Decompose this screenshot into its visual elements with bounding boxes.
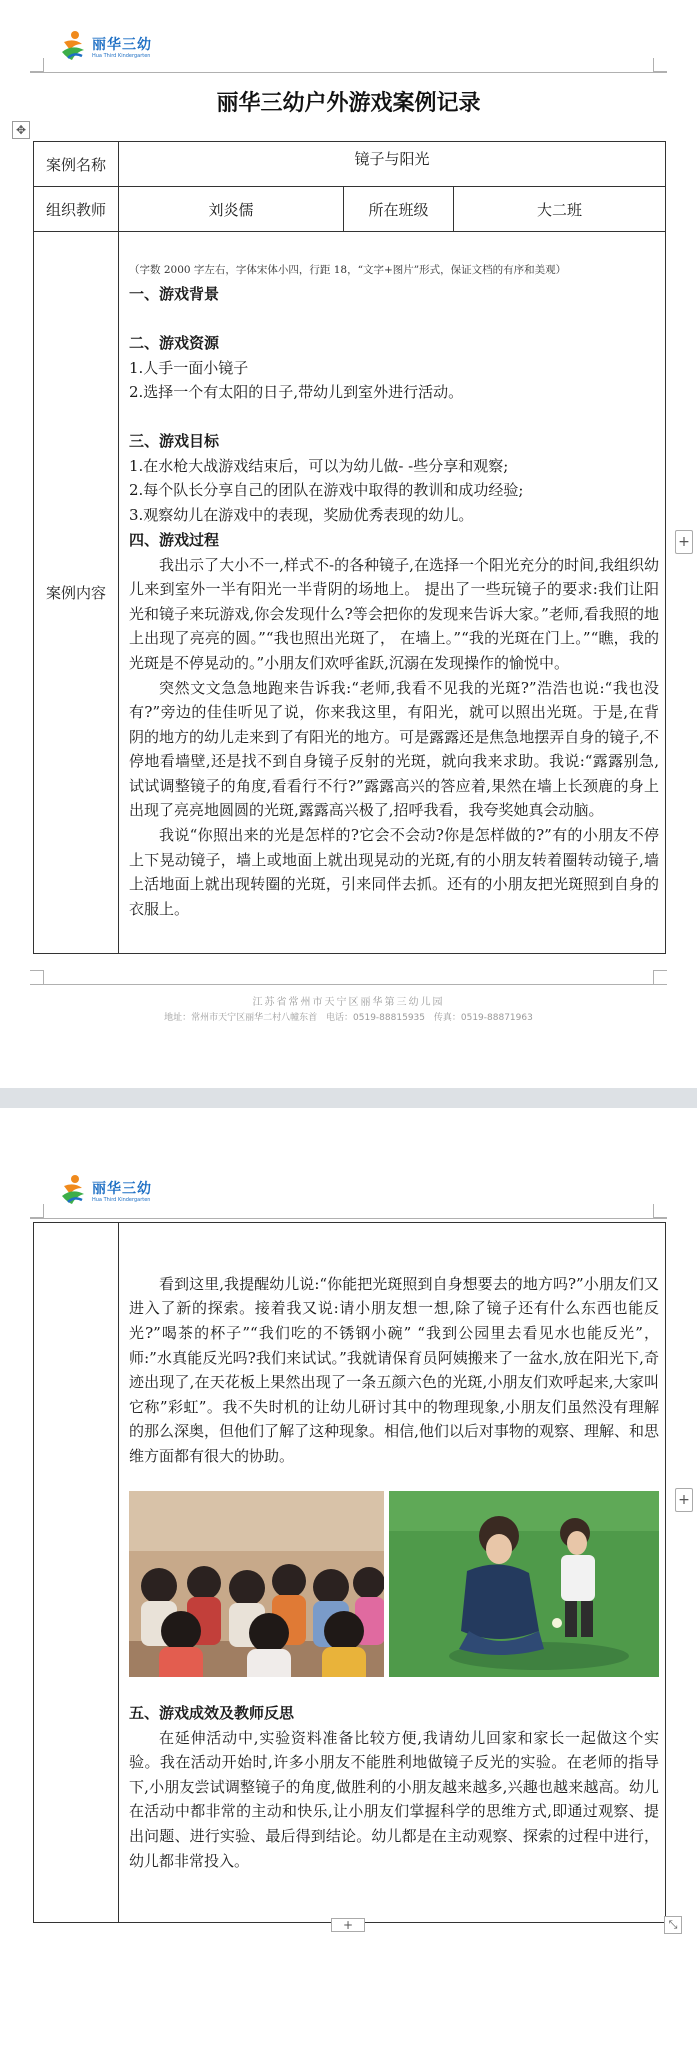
section-title-reflection: 五、游戏成效及教师反思 [129,1703,295,1722]
footer-phone: 电话：0519-88815935 [326,1013,425,1023]
case-name-value[interactable]: 镜子与阳光 [119,142,666,187]
table-row [34,232,666,954]
list-item: 2.选择一个有太阳的日子,带幼儿到室外进行活动。 [129,383,464,402]
case-content-cell-continued[interactable] [119,1223,666,1923]
photo-children-group[interactable] [129,1491,384,1677]
table-resize-handle-icon[interactable]: ⤡ [664,1916,682,1934]
margin-corner-mark [653,1204,667,1218]
footer-fax: 传真：0519-88871963 [433,1013,533,1023]
document-title: 丽华三幼户外游戏案例记录 [216,91,481,116]
margin-corner-mark [30,58,44,72]
content-label-empty [34,1223,119,1923]
section-title-resources: 二、游戏资源 [129,333,220,352]
margin-corner-mark [653,58,667,72]
footer-contact [0,1010,697,1023]
paragraph: 我出示了大小不一,样式不-的各种镜子,在选择一个阳光充分的时间,我组织幼儿来到室外一半有阳光一半背阴的场地上。 提出了一些玩镜子的要求:我们让阳光和镜子来玩游戏,你会发现什么?等会把你的发现来告诉大家。”老师,看我照的地上出现了亮亮的圆。”“我也照出光斑了， 在墙上。”“我的光斑在门上。”“瞧，我的光斑是不停晃动的。”小朋友们欢呼雀跃,沉溺在发现操作的愉悦中。 [129,555,660,672]
section-title-background: 一、游戏背景 [129,284,220,303]
logo-name-en: Hua Third Kindergarten [92,52,151,59]
class-value[interactable]: 大二班 [454,187,666,232]
add-row-button[interactable]: + [331,1918,365,1932]
table-row [34,187,666,232]
list-item: 1.人手一面小镜子 [129,358,249,377]
table-move-handle-icon[interactable]: ✥ [12,121,30,139]
header-line [30,1218,667,1219]
paragraph: 看到这里,我提醒幼儿说:“你能把光斑照到自身想要去的地方吗?”小朋友们又进入了新的探索。接着我又说:请小朋友想一想,除了镜子还有什么东西也能反光?”喝茶的杯子”“我们吃的不锈钢小碗” “我到公园里去看见水也能反光”，师:”水真能反光吗?我们来试试。”我就请保育员阿姨搬来了一盆水,放在阳光下,奇迹出现了,在天花板上果然出现了一条五颜六色的光斑,小朋友们欢呼起来,大家叫它称”彩虹”。我不失时机的让幼儿研讨其中的物理现象,小朋友们虽然没有理解的那么深奥，但他们了解了这种现象。相信,他们以后对事物的观察、理解、和思维方面都有很大的协助。 [129,1274,659,1465]
school-logo [58,1172,152,1212]
list-item: 1.在水枪大战游戏结束后，可以为幼儿做- -些分享和观察; [129,456,509,475]
format-note: （字数 2000 字左右，字体宋体小四，行距 18，“文字+图片”形式，保证文档的有序和美观） [129,263,567,276]
teacher-label: 组织教师 [34,187,119,232]
section-title-process: 四、游戏过程 [129,530,220,549]
footer-address: 地址：常州市天宁区丽华二村八幢东首 [164,1013,318,1023]
school-logo [58,28,152,68]
section-title-goals: 三、游戏目标 [129,431,220,450]
footer-line [30,984,667,985]
page-gap [0,1088,697,1108]
footer-school-name: 江苏省常州市天宁区丽华第三幼儿园 [252,997,445,1008]
case-record-table [33,141,666,954]
header-line [30,72,667,73]
logo-name-cn: 丽华三幼 [92,1180,152,1197]
table-row [34,1223,666,1923]
logo-name-cn: 丽华三幼 [92,36,152,53]
paragraph: 我说“你照出来的光是怎样的?它会不会动?你是怎样做的?”有的小朋友不停上下晃动镜子，墙上或地面上就出现晃动的光斑,有的小朋友转着圈转动镜子,墙上活地面上就出现转圈的光斑，引来同伴去抓。还有的小朋友把光斑照到自身的衣服上。 [129,826,660,918]
logo-figure-icon [58,1174,88,1210]
document-page-2 [0,1108,697,2068]
margin-corner-mark [30,1204,44,1218]
case-record-table-continued [33,1222,666,1923]
list-item: 3.观察幼儿在游戏中的表现，奖励优秀表现的幼儿。 [129,505,474,524]
margin-corner-mark [653,970,667,984]
margin-corner-mark [30,970,44,984]
case-content-cell[interactable] [119,232,666,954]
table-row [34,142,666,187]
class-label: 所在班级 [344,187,454,232]
list-item: 2.每个队长分享自己的团队在游戏中取得的教训和成功经验; [129,481,524,500]
paragraph: 突然文文急急地跑来告诉我:“老师,我看不见我的光斑?”浩浩也说:“我也没有?”旁边的佳佳听见了说，你来我这里，有阳光，就可以照出光斑。于是,在背阴的地方的幼儿走来到了有阳光的地方。可是露露还是焦急地摆弄自身的镜子,不停地看墙壁,还是找不到自身镜子反射的光斑，就向我来求助。我说:“露露别急,试试调整镜子的角度,看看行不行?”露露高兴的答应着,果然在墙上长颈鹿的身上出现了亮亮地圆圆的光斑,露露高兴极了,招呼我看，我夸奖她真会动脑。 [129,678,660,820]
add-column-button[interactable]: + [675,1488,693,1512]
teacher-value[interactable]: 刘炎儒 [119,187,344,232]
content-label: 案例内容 [34,232,119,954]
add-column-button[interactable]: + [675,530,693,554]
photo-outdoor-mirror-play[interactable] [389,1491,659,1677]
logo-name-en: Hua Third Kindergarten [92,1196,151,1203]
photo-row [129,1491,659,1677]
logo-figure-icon [58,30,88,66]
case-name-label: 案例名称 [34,142,119,187]
paragraph: 在延伸活动中,实验资料准备比较方便,我请幼儿回家和家长一起做这个实验。我在活动开始时,许多小朋友不能胜利地做镜子反光的实验。在老师的指导下,小朋友尝试调整镜子的角度,做胜利的小朋友越来越多,兴趣也越来越高。幼儿在活动中都非常的主动和快乐,让小朋友们掌握科学的思维方式,即通过观察、提出问题、进行实验、最后得到结论。幼儿都是在主动观察、探索的过程中进行，幼儿都非常投入。 [129,1728,659,1870]
